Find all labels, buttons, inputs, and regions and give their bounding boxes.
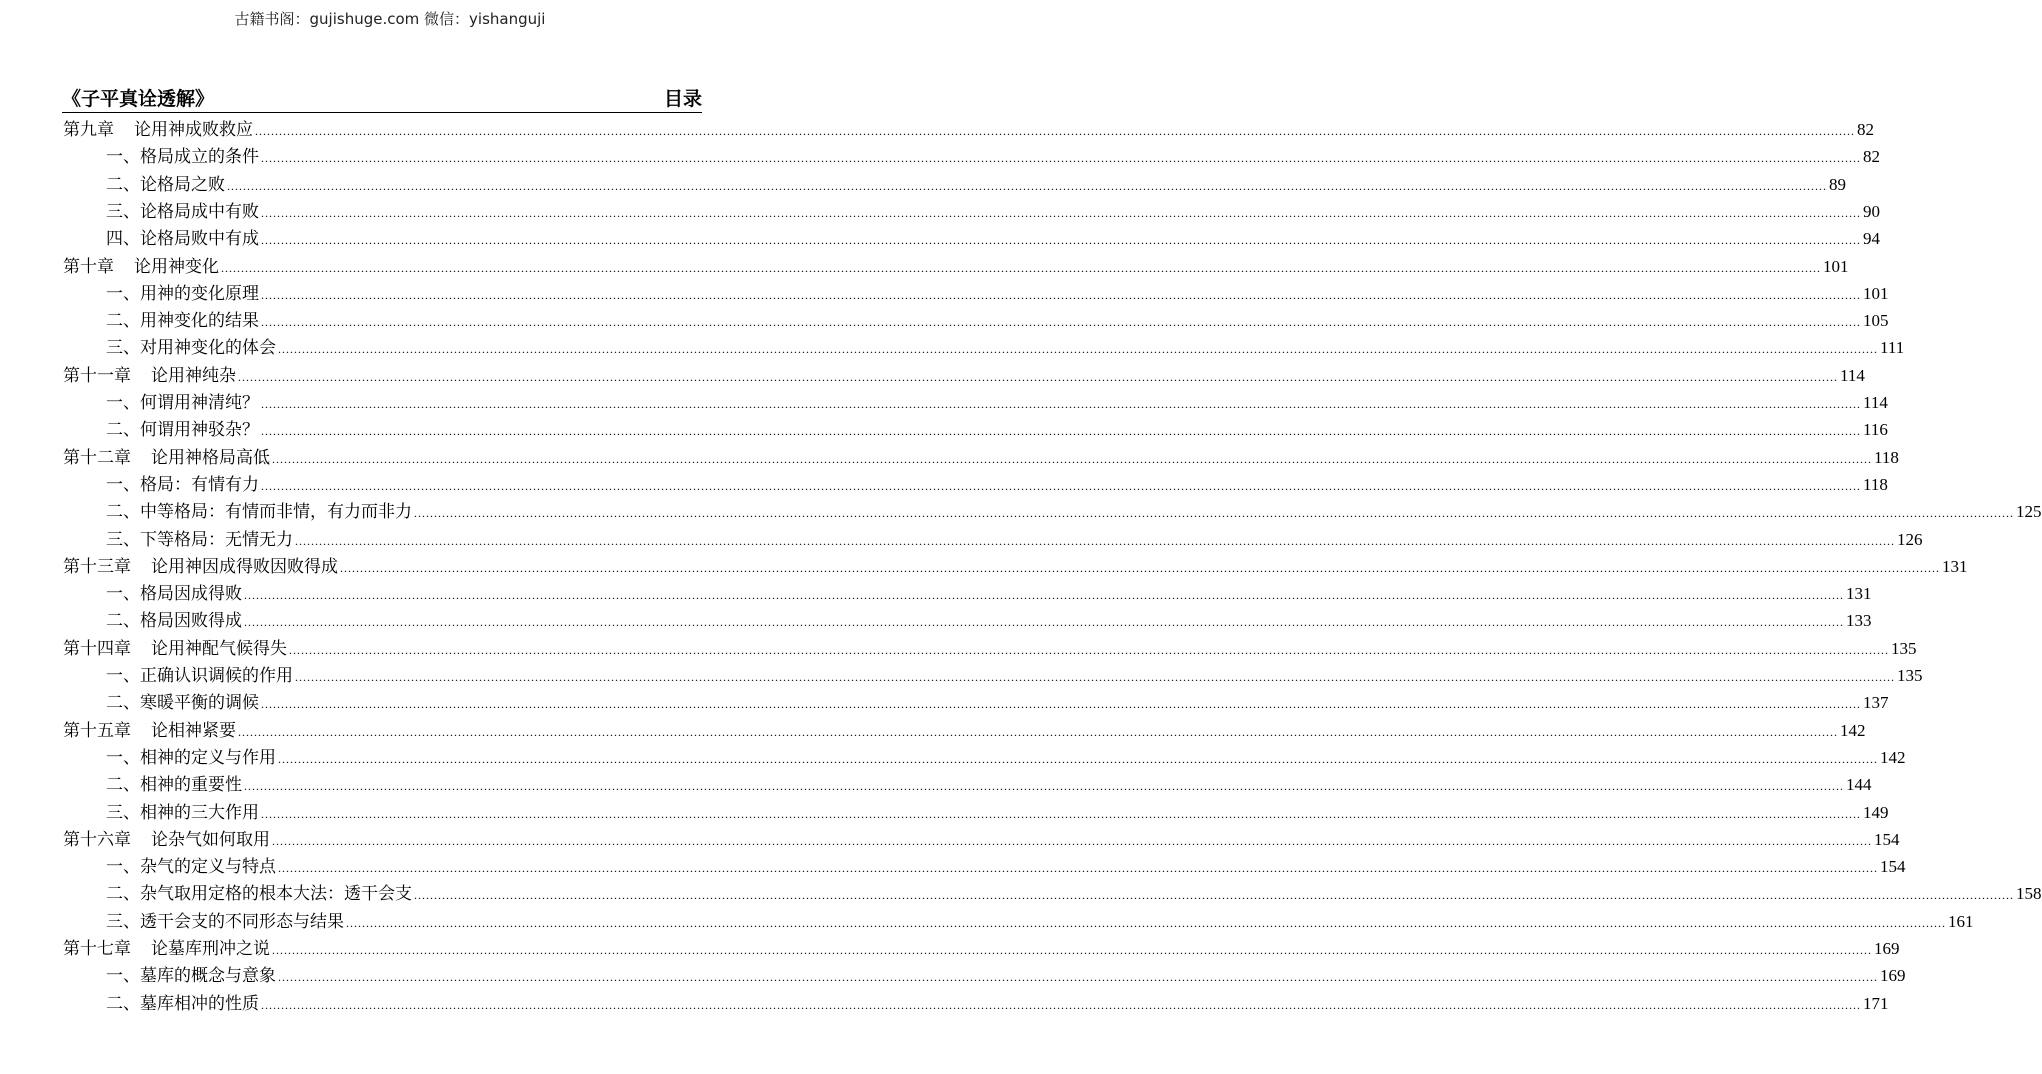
dot-leader: ................................................................................................................................................................................................................................................................................................................................................................................................................ (340, 561, 1940, 575)
toc-entry-number: 二、 (106, 175, 140, 195)
toc-chapter-row[interactable] (63, 553, 1968, 580)
toc-entry-number: 第十七章 (63, 939, 131, 959)
toc-entry-number: 二、 (106, 994, 140, 1014)
toc-entry-number: 二、 (106, 775, 140, 795)
dot-leader: ................................................................................................................................................................................................................................................................................................................................................................................................................ (227, 179, 1827, 193)
toc-page-number: 118 (1874, 448, 1899, 467)
toc-entry-number: 二、 (106, 884, 140, 904)
toc-section-row[interactable] (106, 962, 1906, 989)
toc-page-number: 105 (1863, 311, 1889, 330)
dot-leader: ................................................................................................................................................................................................................................................................................................................................................................................................................ (295, 534, 1895, 548)
toc-entry-title: 杂气取用定格的根本大法：透干会支 (140, 884, 412, 904)
toc-entry-title: 格局：有情有力 (140, 475, 259, 495)
toc-chapter-row[interactable] (63, 717, 1866, 744)
toc-entry-number: 三、 (106, 202, 140, 222)
toc-entry-title: 论用神配气候得失 (151, 639, 287, 659)
toc-page-number: 82 (1863, 147, 1880, 166)
toc-entry-title: 寒暖平衡的调候 (140, 693, 259, 713)
toc-entry-title: 论用神格局高低 (151, 448, 270, 468)
toc-entry-number: 二、 (106, 311, 140, 331)
toc-page-number: 169 (1880, 966, 1906, 985)
toc-page-number: 116 (1863, 420, 1888, 439)
toc-entry-title: 相神的三大作用 (140, 803, 259, 823)
toc-page-number: 142 (1880, 748, 1906, 767)
toc-chapter-row[interactable] (63, 116, 1874, 143)
toc-entry-number: 一、 (106, 284, 140, 304)
toc-section-row[interactable] (106, 990, 1889, 1017)
toc-entry-title: 论格局败中有成 (140, 229, 259, 249)
dot-leader: ................................................................................................................................................................................................................................................................................................................................................................................................................ (261, 397, 1861, 411)
toc-entry-number: 第十一章 (63, 366, 131, 386)
toc-entry-number: 第十二章 (63, 448, 131, 468)
toc-entry-number: 三、 (106, 338, 140, 358)
toc-entry-number: 第十六章 (63, 830, 131, 850)
toc-entry-number: 一、 (106, 584, 140, 604)
toc-entry-number: 三、 (106, 530, 140, 550)
toc-entry-number: 第十四章 (63, 639, 131, 659)
toc-entry-title: 相神的定义与作用 (140, 748, 276, 768)
dot-leader: ................................................................................................................................................................................................................................................................................................................................................................................................................ (244, 615, 1844, 629)
toc-page-number: 114 (1840, 366, 1865, 385)
dot-leader: ................................................................................................................................................................................................................................................................................................................................................................................................................ (261, 315, 1861, 329)
dot-leader: ................................................................................................................................................................................................................................................................................................................................................................................................................ (278, 752, 1878, 766)
dot-leader: ................................................................................................................................................................................................................................................................................................................................................................................................................ (238, 370, 1838, 384)
dot-leader: ................................................................................................................................................................................................................................................................................................................................................................................................................ (261, 233, 1861, 247)
dot-leader: ................................................................................................................................................................................................................................................................................................................................................................................................................ (261, 807, 1861, 821)
toc-entry-title: 何谓用神清纯？ (140, 393, 259, 413)
toc-section-row[interactable] (106, 607, 1872, 634)
toc-section-row[interactable] (106, 143, 1880, 170)
toc-section-row[interactable] (106, 880, 2042, 907)
toc-page-number: 171 (1863, 994, 1889, 1013)
toc-page-number: 149 (1863, 803, 1889, 822)
dot-leader: ................................................................................................................................................................................................................................................................................................................................................................................................................ (261, 424, 1861, 438)
toc-section-row[interactable] (106, 526, 1923, 553)
toc-section-row[interactable] (106, 334, 1905, 361)
dot-leader: ................................................................................................................................................................................................................................................................................................................................................................................................................ (295, 670, 1895, 684)
toc-entry-number: 第九章 (63, 120, 114, 140)
book-title: 《子平真诠透解》 (62, 88, 215, 110)
toc-section-row[interactable] (106, 307, 1889, 334)
toc-entry-title: 论杂气如何取用 (151, 830, 270, 850)
toc-page-number: 154 (1880, 857, 1906, 876)
toc-entry-title: 相神的重要性 (140, 775, 242, 795)
toc-page-number: 126 (1897, 530, 1923, 549)
toc-entry-number: 一、 (106, 857, 140, 877)
dot-leader: ................................................................................................................................................................................................................................................................................................................................................................................................................ (261, 206, 1861, 220)
toc-section-row[interactable] (106, 171, 1846, 198)
toc-entry-number: 第十五章 (63, 721, 131, 741)
toc-entry-number: 一、 (106, 748, 140, 768)
toc-entry-title: 正确认识调候的作用 (140, 666, 293, 686)
toc-entry-title: 用神变化的结果 (140, 311, 259, 331)
toc-section-row[interactable] (106, 799, 1889, 826)
toc-section-row[interactable] (106, 771, 1872, 798)
dot-leader: ................................................................................................................................................................................................................................................................................................................................................................................................................ (261, 151, 1861, 165)
toc-section-row[interactable] (106, 471, 1888, 498)
toc-section-row[interactable] (106, 389, 1888, 416)
toc-entry-title: 论相神紧要 (151, 721, 236, 741)
toc-page-number: 133 (1846, 611, 1872, 630)
toc-section-row[interactable] (106, 662, 1923, 689)
toc-chapter-row[interactable] (63, 362, 1865, 389)
section-title: 目录 (663, 88, 702, 110)
toc-entry-title: 对用神变化的体会 (140, 338, 276, 358)
dot-leader: ................................................................................................................................................................................................................................................................................................................................................................................................................ (221, 261, 1821, 275)
toc-chapter-row[interactable] (63, 253, 1849, 280)
toc-section-row[interactable] (106, 198, 1880, 225)
dot-leader: ................................................................................................................................................................................................................................................................................................................................................................................................................ (346, 916, 1946, 930)
toc-entry-title: 墓库的概念与意象 (140, 966, 276, 986)
toc-entry-number: 四、 (106, 229, 140, 249)
toc-page-number: 94 (1863, 229, 1880, 248)
toc-entry-number: 一、 (106, 147, 140, 167)
toc-entry-title: 论格局成中有败 (140, 202, 259, 222)
dot-leader: ................................................................................................................................................................................................................................................................................................................................................................................................................ (238, 725, 1838, 739)
toc-section-row[interactable] (106, 908, 1974, 935)
toc-entry-title: 论用神纯杂 (151, 366, 236, 386)
dot-leader: ................................................................................................................................................................................................................................................................................................................................................................................................................ (244, 779, 1844, 793)
toc-entry-title: 论墓库刑冲之说 (151, 939, 270, 959)
dot-leader: ................................................................................................................................................................................................................................................................................................................................................................................................................ (414, 506, 2014, 520)
toc-entry-number: 二、 (106, 611, 140, 631)
dot-leader: ................................................................................................................................................................................................................................................................................................................................................................................................................ (255, 124, 1855, 138)
toc-chapter-row[interactable] (63, 635, 1917, 662)
toc-entry-title: 用神的变化原理 (140, 284, 259, 304)
toc-page-number: 135 (1897, 666, 1923, 685)
site-banner: 古籍书阁：gujishuge.com 微信：yishanguji (234, 10, 546, 28)
dot-leader: ................................................................................................................................................................................................................................................................................................................................................................................................................ (414, 888, 2014, 902)
dot-leader: ................................................................................................................................................................................................................................................................................................................................................................................................................ (261, 288, 1861, 302)
toc-page-number: 169 (1874, 939, 1900, 958)
toc-page-number: 131 (1942, 557, 1968, 576)
dot-leader: ................................................................................................................................................................................................................................................................................................................................................................................................................ (261, 697, 1861, 711)
toc-section-row[interactable] (106, 498, 2042, 525)
toc-page-number: 144 (1846, 775, 1872, 794)
dot-leader: ................................................................................................................................................................................................................................................................................................................................................................................................................ (278, 970, 1878, 984)
toc-page-number: 111 (1880, 338, 1905, 357)
toc-section-row[interactable] (106, 853, 1906, 880)
toc-entry-title: 格局因成得败 (140, 584, 242, 604)
toc-entry-number: 一、 (106, 393, 140, 413)
toc-page-number: 131 (1846, 584, 1872, 603)
toc-page-number: 82 (1857, 120, 1874, 139)
toc-section-row[interactable] (106, 689, 1889, 716)
toc-entry-number: 一、 (106, 666, 140, 686)
toc-page-number: 90 (1863, 202, 1880, 221)
toc-entry-number: 三、 (106, 912, 140, 932)
toc-entry-number: 一、 (106, 475, 140, 495)
toc-page-number: 118 (1863, 475, 1888, 494)
toc-entry-title: 格局成立的条件 (140, 147, 259, 167)
toc-chapter-row[interactable] (63, 444, 1899, 471)
toc-entry-number: 二、 (106, 693, 140, 713)
toc-page-number: 154 (1874, 830, 1900, 849)
toc-page-number: 114 (1863, 393, 1888, 412)
page-header (62, 84, 702, 113)
toc-chapter-row[interactable] (63, 826, 1900, 853)
toc-page-number: 125 (2016, 502, 2042, 521)
dot-leader: ................................................................................................................................................................................................................................................................................................................................................................................................................ (278, 861, 1878, 875)
toc-entry-title: 杂气的定义与特点 (140, 857, 276, 877)
toc-entry-title: 论用神成败救应 (134, 120, 253, 140)
toc-entry-title: 下等格局：无情无力 (140, 530, 293, 550)
toc-entry-number: 一、 (106, 966, 140, 986)
toc-page-number: 158 (2016, 884, 2042, 903)
toc-entry-number: 第十章 (63, 257, 114, 277)
toc-entry-title: 何谓用神驳杂？ (140, 420, 259, 440)
dot-leader: ................................................................................................................................................................................................................................................................................................................................................................................................................ (244, 588, 1844, 602)
dot-leader: ................................................................................................................................................................................................................................................................................................................................................................................................................ (272, 452, 1872, 466)
toc-entry-number: 二、 (106, 502, 140, 522)
toc-page-number: 101 (1863, 284, 1889, 303)
toc-entry-number: 三、 (106, 803, 140, 823)
toc-page-number: 89 (1829, 175, 1846, 194)
toc-entry-title: 论用神因成得败因败得成 (151, 557, 338, 577)
toc-section-row[interactable] (106, 225, 1880, 252)
toc-entry-title: 论用神变化 (134, 257, 219, 277)
toc-entry-title: 论格局之败 (140, 175, 225, 195)
toc-section-row[interactable] (106, 580, 1872, 607)
toc-entry-title: 透干会支的不同形态与结果 (140, 912, 344, 932)
dot-leader: ................................................................................................................................................................................................................................................................................................................................................................................................................ (261, 998, 1861, 1012)
toc-page-number: 142 (1840, 721, 1866, 740)
toc-entry-title: 格局因败得成 (140, 611, 242, 631)
toc-section-row[interactable] (106, 744, 1906, 771)
toc-section-row[interactable] (106, 280, 1889, 307)
toc-chapter-row[interactable] (63, 935, 1900, 962)
toc-entry-title: 中等格局：有情而非情，有力而非力 (140, 502, 412, 522)
toc-entry-number: 第十三章 (63, 557, 131, 577)
dot-leader: ................................................................................................................................................................................................................................................................................................................................................................................................................ (272, 943, 1872, 957)
toc-entry-title: 墓库相冲的性质 (140, 994, 259, 1014)
dot-leader: ................................................................................................................................................................................................................................................................................................................................................................................................................ (272, 834, 1872, 848)
toc-section-row[interactable] (106, 416, 1888, 443)
dot-leader: ................................................................................................................................................................................................................................................................................................................................................................................................................ (278, 342, 1878, 356)
toc-page-number: 137 (1863, 693, 1889, 712)
toc-page-number: 101 (1823, 257, 1849, 276)
dot-leader: ................................................................................................................................................................................................................................................................................................................................................................................................................ (261, 479, 1861, 493)
toc-page-number: 135 (1891, 639, 1917, 658)
toc-entry-number: 二、 (106, 420, 140, 440)
dot-leader: ................................................................................................................................................................................................................................................................................................................................................................................................................ (289, 643, 1889, 657)
toc-page-number: 161 (1948, 912, 1974, 931)
